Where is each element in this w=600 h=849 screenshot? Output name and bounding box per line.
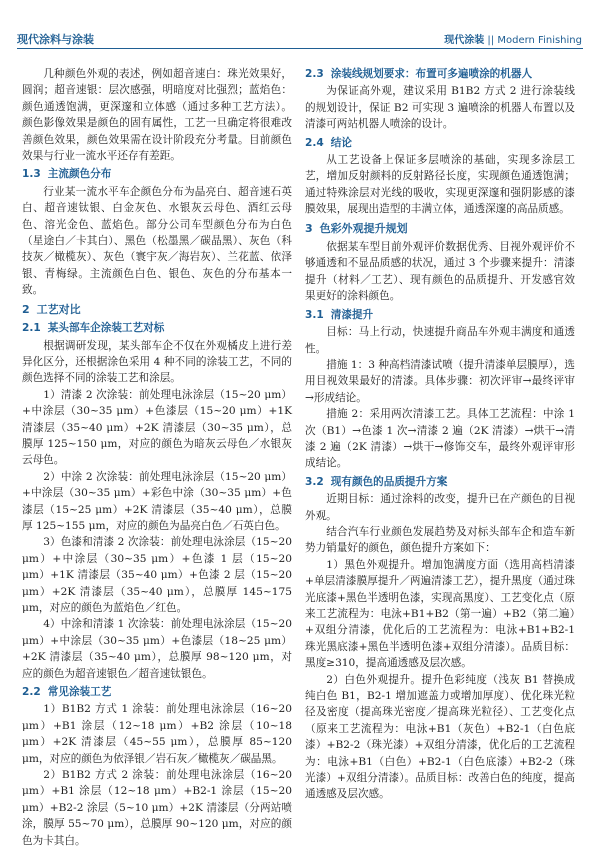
right-column	[305, 66, 575, 826]
section-heading-1-3: 1.3 主流颜色分布	[22, 168, 112, 181]
paragraph: 措施 1：3 种高档清漆试喷（提升清漆单层膜厚），选用目视效果最好的清漆。具体步骤：初次评审→最终评审→形成结论。	[305, 358, 575, 404]
paragraph: 3）色漆和清漆 2 次涂装：前处理电泳涂层（15~20 μm）+中涂层（30~35 μm）+色漆 1 层（15~20 μm）+1K 清漆层（35~40 μm）+色漆 2 层（15~20 μm）+2K 清漆层（35~40 μm），总膜厚 145~175 μm，对应的颜色为蓝焰色／红色。	[22, 536, 292, 614]
header-rule	[17, 48, 583, 49]
paragraph: 根据调研发现，某头部车企不仅在外观橘皮上进行差异化区分，还根据涂色采用 4 种不同的涂装工艺，不同的颜色选择不同的涂装工艺和涂层。	[22, 339, 292, 385]
section-heading-2-1: 2.1 某头部车企涂装工艺对标	[22, 322, 165, 335]
left-column	[22, 66, 292, 847]
section-heading-3-1: 3.1 清漆提升	[305, 308, 374, 321]
paragraph: 近期目标：通过涂料的改变，提升已在产颜色的目视外观。	[305, 493, 575, 522]
paragraph: 行业某一流水平车企颜色分布为晶亮白、超音速石英白、超音速钛银、白金灰色、水银灰云母色、酒红云母色、溶光金色、蓝焰色。部分公司车型颜色分布为白色（星途白／卡其白）、黑色（松墨黑／碳晶黑）、灰色（科技灰／橄榄灰）、灰色（寰宇灰／海岩灰）、兰花蓝、依泽银、青梅绿。主流颜色白色、银色、灰色的分布基本一致。	[22, 185, 292, 297]
section-heading-2-3: 2.3 涂装线规划要求：布置可多遍喷涂的机器人	[305, 68, 533, 80]
paragraph: 目标：马上行动，快速提升商品车外观丰满度和通透性。	[305, 326, 575, 355]
paragraph: 从工艺设备上保证多层喷涂的基础，实现多涂层工艺，增加反射颜料的反射路径长度，实现颜色通透饱满；通过特殊涂层对光线的吸收，实现更深邃和强阴影感的漆膜效果，展现出造型的丰满立体，通透深邃的高品质感。	[305, 154, 575, 216]
journal-name: 现代涂料与涂装	[17, 33, 94, 46]
column-separator: ||	[484, 35, 498, 46]
section-heading-2-4: 2.4 结论	[305, 136, 352, 149]
section-heading-2-2: 2.2 常见涂装工艺	[22, 686, 112, 699]
paragraph: 为保证高外观，建议采用 B1B2 方式 2 进行涂装线的规划设计，保证 B2 可实现 3 遍喷涂的机器人布置以及清漆可两站机器人喷涂的设计。	[305, 85, 575, 131]
paragraph: 2）白色外观提升。提升色彩纯度（浅灰 B1 替换成纯白色 B1，B2-1 增加遮盖力或增加厚度）、优化珠光粒径及密度（提高珠光密度／提高珠光粒径）、工艺变化点（原来工艺流程为：电泳+B1（灰色）+B2-1（白色底漆）+B2-2（珠光漆）+双组分清漆，优化后的工艺流程为：电泳+B1（白色）+B2-1（白色底漆）+B2-2（珠光漆）+双组分清漆）。品质目标：改善白色的纯度，提高通透感及层次感。	[305, 673, 575, 801]
paragraph: 1）B1B2 方式 1 涂装：前处理电泳涂层（16~20 μm）+B1 涂层（12~18 μm）+B2 涂层（10~18 μm）+2K 清漆层（45~55 μm），总膜厚 85~120 μm，对应的颜色为依泽银／岩石灰／橄榄灰／碳晶黑。	[22, 703, 292, 765]
page-header	[0, 0, 600, 54]
paragraph: 几种颜色外观的表述，例如超音速白：珠光效果好，圆润；超音速银：层次感强，明暗度对比强烈；蓝焰色：颜色通透饱满，更深邃和立体感（通过多种工艺方法）。颜色影像效果是颜色的固有属性，工艺一旦确定将很难改善颜色效果，颜色效果需在设计阶段充分考量。目前颜色效果与行业一流水平还存有差距。	[22, 68, 292, 163]
paragraph: 2）中涂 2 次涂装：前处理电泳涂层（15~20 μm）+中涂层（30~35 μm）+彩色中涂（30~35 μm）+色漆层（15~25 μm）+2K 清漆层（35~40 μm），总膜厚 125~155 μm，对应的颜色为晶亮白色／石英白色。	[22, 470, 292, 532]
column-name	[444, 31, 582, 46]
section-heading-3: 3 色彩外观提升规划	[305, 221, 408, 235]
paragraph: 措施 2：采用两次清漆工艺。具体工艺流程：中涂 1 次（B1）→色漆 1 次→清漆 2 遍（2K 清漆）→烘干→清漆 2 遍（2K 清漆）→烘干→修饰交车，最终外观评审形成结论。	[305, 408, 575, 470]
paragraph: 结合汽车行业颜色发展趋势及对标头部车企和造车新势力销量好的颜色，颜色提升方案如下：	[305, 525, 575, 555]
section-heading-3-2: 3.2 现有颜色的品质提升方案	[305, 475, 448, 488]
paragraph: 4）中涂和清漆 1 次涂装：前处理电泳涂层（15~20 μm）+中涂层（30~35 μm）+色漆层（18~25 μm）+2K 清漆层（35~40 μm），总膜厚 98~120 μm，对应的颜色为超音速银色／超音速钛银色。	[22, 618, 292, 680]
paragraph: 2）B1B2 方式 2 涂装：前处理电泳涂层（16~20 μm）+B1 涂层（12~18 μm）+B2-1 涂层（15~20 μm）+B2-2 涂层（5~10 μm）+2K 清漆层（分两站喷涂，膜厚 55~70 μm），总膜厚 90~120 μm，对应的颜色为卡其白。	[22, 769, 292, 847]
column-title-en: Modern Finishing	[497, 35, 582, 46]
column-title-cn: 现代涂装	[444, 35, 485, 46]
paragraph: 1）清漆 2 次涂装：前处理电泳涂层（15~20 μm）+中涂层（30~35 μm）+色漆层（15~20 μm）+1K 清漆层（35~40 μm）+2K 清漆层（30~35 μm），总膜厚 125~150 μm，对应的颜色为暗灰云母色／水银灰云母色。	[22, 388, 292, 467]
section-heading-2: 2 工艺对比	[22, 302, 81, 316]
paragraph: 1）黑色外观提升。增加饱满度方面（选用高档清漆+单层清漆膜厚提升／两遍清漆工艺），提升黑度（通过珠光底漆+黑色半透明色漆，实现高黑度）、工艺变化点（原来工艺流程为：电泳+B1+B2（第一遍）+B2（第二遍）+双组分清漆，优化后的工艺流程为：电泳+B1+B2-1 珠光黑底漆+黑色半透明色漆+双组分清漆）。品质目标：黑度≥310，提高通透感及层次感。	[305, 558, 575, 670]
paragraph: 依据某车型目前外观评价数据优秀、目视外观评价不够通透和不显品质感的状况，通过 3 个步骤来提升：清漆提升（材料／工艺）、现有颜色的品质提升、开发感官效果更好的涂料颜色。	[305, 241, 575, 303]
